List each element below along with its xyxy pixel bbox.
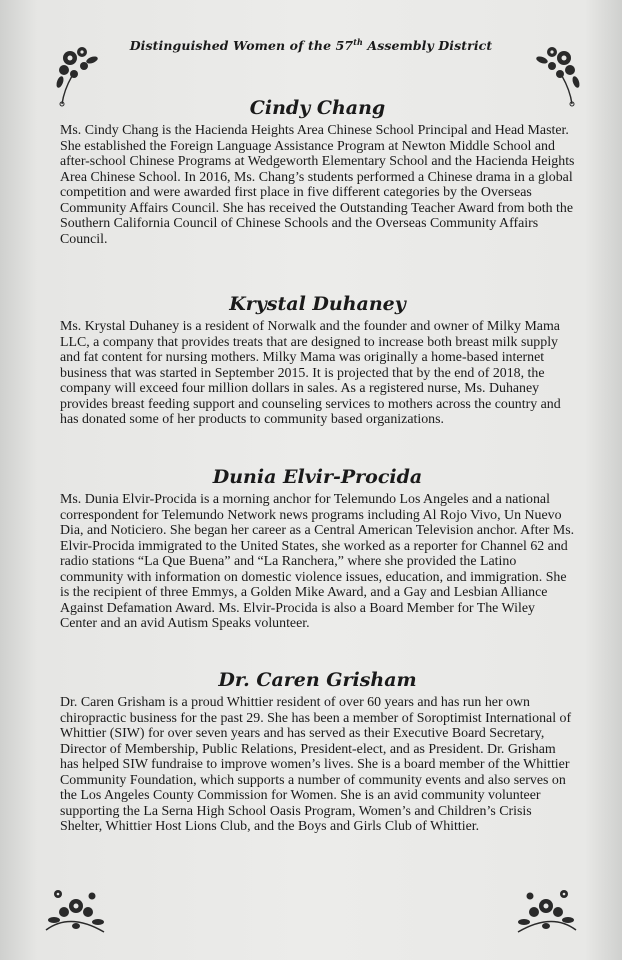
honoree-name: Dr. Caren Grisham bbox=[218, 669, 417, 691]
honoree-name: Krystal Duhaney bbox=[229, 293, 406, 315]
honoree-bio: Ms. Dunia Elvir-Procida is a morning anchor for Telemundo Los Angeles and a national correspondent for Telemundo Network news programs including Al Rojo Vivo, Un Nuevo Dia, and Noticiero. She began her career as a Central American Television anchor. After Ms. Elvir-Procida immigrated to the United States, she worked as a reporter for Channel 62 and radio stations “La Que Buena” and “La Ranchera,” where she provided the Latino community with information on domestic violence issues, education, and immigration. She is the recipient of three Emmys, a Golden Mike Award, and a Gay and Lesbian Alliance Against Defamation Award. Ms. Elvir-Procida is also a Board Member for The Wiley Center and an avid Autism Speaks volunteer. bbox=[60, 492, 575, 631]
header-title-suffix: Assembly District bbox=[362, 38, 493, 54]
honoree-bio: Ms. Cindy Chang is the Hacienda Heights Area Chinese School Principal and Head Master. She established the Foreign Language Assistance Program at Newton Middle School and after-school Chinese Programs at Wedgeworth Elementary School and the Hacienda Heights Area Chinese School. In 2016, Ms. Chang’s students performed a Chinese drama in a global competition and were awarded first place in five different categories by the Overseas Community Affairs Council. She has received the Outstanding Teacher Award from both the Southern California Council of Chinese Schools and the Overseas Community Affairs Council. bbox=[60, 123, 575, 247]
header-title-sup: th bbox=[353, 37, 363, 47]
honoree-bio: Ms. Krystal Duhaney is a resident of Norwalk and the founder and owner of Milky Mama LLC, a company that provides treats that are designed to increase both breast milk supply and fat content for nursing mothers. Milky Mama was originally a home-based internet business that was started in September 2015. It is projected that by the end of 2018, the company will exceed four million dollars in sales. As a registered nurse, Ms. Duhaney provides breast feeding support and counseling services to mothers across the country and has donated some of her products to community based organizations. bbox=[60, 319, 561, 427]
honoree-name: Dunia Elvir-Procida bbox=[212, 466, 423, 488]
header-title-prefix: Distinguished Women of the 57 bbox=[129, 38, 354, 54]
honoree-section bbox=[60, 465, 575, 632]
honoree-section bbox=[60, 96, 575, 247]
honoree-section bbox=[60, 292, 575, 428]
floral-ornament-icon bbox=[40, 882, 110, 940]
honoree-bio: Dr. Caren Grisham is a proud Whittier resident of over 60 years and has run her own chiropractic business for the past 29. She has been a member of Soroptimist International of Whittier (SIW) for over seven years and has served as their Executive Board Secretary, Director of Membership, Public Relations, President-elect, and as President. Dr. Grisham has helped SIW fundraise to improve women’s lives. She is a board member of the Whittier Community Foundation, which supports a number of community events and also serves on the Los Angeles County Commission for Women. She is an avid community volunteer supporting the La Serna High School Oasis Program, Women’s and Children’s Crisis Shelter, Whittier Host Lions Club, and the Boys and Girls Club of Whittier. bbox=[60, 695, 572, 834]
honoree-section bbox=[60, 668, 575, 835]
floral-ornament-icon bbox=[512, 882, 582, 940]
honoree-name: Cindy Chang bbox=[249, 97, 386, 119]
